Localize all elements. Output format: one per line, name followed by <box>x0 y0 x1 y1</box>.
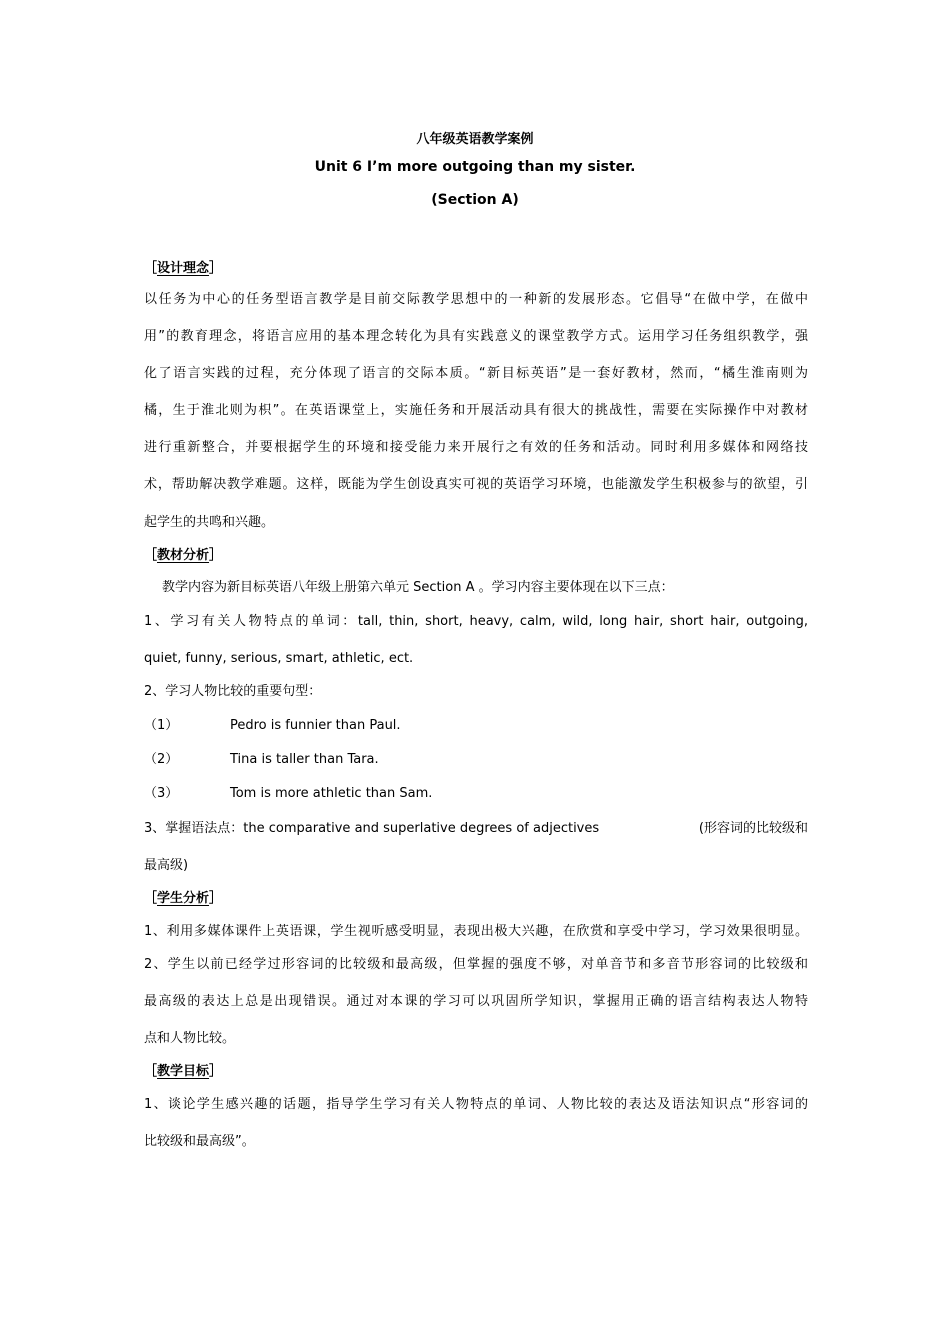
goals-line: 1、谈论学生感兴趣的话题，指导学生学习有关人物特点的单词、人物比较的表达及语法知识点“形容词的 <box>144 1097 808 1112</box>
goals-heading: ［教学目标］ <box>144 1064 223 1079</box>
sentence-text: Pedro is funnier than Paul. <box>230 718 401 733</box>
sentence-text: Tom is more athletic than Sam. <box>230 786 433 801</box>
design-line: 术，帮助解决教学难题。这样，既能为学生创设真实可视的英语学习环境，也能激发学生积极参与的欲望，引 <box>144 477 808 492</box>
students-line: 2、学生以前已经学过形容词的比较级和最高级，但掌握的强度不够，对单音节和多音节形容词的比较级和 <box>144 957 808 972</box>
materials-point-2: 2、学习人物比较的重要句型： <box>144 684 322 699</box>
sentence-text: Tina is taller than Tara. <box>230 752 379 767</box>
design-heading-text: 设计理念 <box>157 261 210 276</box>
goals-line: 比较级和最高级”。 <box>144 1134 255 1149</box>
design-line: 进行重新整合，并要根据学生的环境和接受能力来开展行之有效的任务和活动。同时利用多媒体和网络技 <box>144 440 808 455</box>
sentence-number: （3） <box>144 786 179 801</box>
students-line: 1、利用多媒体课件上英语课，学生视听感受明显，表现出极大兴趣，在欣赏和享受中学习，学习效果很明显。 <box>144 924 808 939</box>
sentence-number: （1） <box>144 718 179 733</box>
students-heading: ［学生分析］ <box>144 891 223 906</box>
students-line: 点和人物比较。 <box>144 1031 236 1046</box>
design-line: 用”的教育理念，将语言应用的基本理念转化为具有实践意义的课堂教学方式。运用学习任务组织教学，强 <box>144 329 808 344</box>
materials-heading-text: 教材分析 <box>157 548 210 563</box>
sentence-item <box>144 716 808 736</box>
unit-title: Unit 6 I’m more outgoing than my sister. <box>314 159 636 175</box>
materials-point-3 <box>144 819 808 839</box>
students-heading-text: 学生分析 <box>157 891 210 906</box>
students-line: 最高级的表达上总是出现错误。通过对本课的学习可以巩固所学知识，掌握用正确的语言结构表达人物特 <box>144 994 808 1009</box>
design-heading: ［设计理念］ <box>144 261 223 276</box>
materials-point-3-note: (形容词的比较级和 <box>698 821 808 836</box>
materials-point-1: 1、学习有关人物特点的单词：tall, thin, short, heavy, calm, wild, long hair, short hair, outgoing, <box>144 614 808 629</box>
materials-point-3-cont: 最高级) <box>144 858 189 873</box>
materials-heading: ［教材分析］ <box>144 548 223 563</box>
design-line: 以任务为中心的任务型语言教学是目前交际教学思想中的一种新的发展形态。它倡导“在做中学，在做中 <box>144 292 808 307</box>
sentence-number: （2） <box>144 752 179 767</box>
design-line: 起学生的共鸣和兴趣。 <box>144 515 275 530</box>
materials-point-1-cont: quiet, funny, serious, smart, athletic, ect. <box>144 651 414 666</box>
doc-title: 八年级英语教学案例 <box>416 132 534 147</box>
sentence-item <box>144 750 808 770</box>
sentence-item <box>144 784 808 804</box>
goals-heading-text: 教学目标 <box>157 1064 210 1079</box>
design-line: 橘，生于淮北则为枳”。在英语课堂上，实施任务和开展活动具有很大的挑战性，需要在实际操作中对教材 <box>144 403 808 418</box>
design-line: 化了语言实践的过程，充分体现了语言的交际本质。“新目标英语”是一套好教材，然而，“橘生淮南则为 <box>144 366 808 381</box>
materials-intro: 教学内容为新目标英语八年级上册第六单元 Section A 。学习内容主要体现在以下三点： <box>162 580 674 595</box>
materials-point-3-text: 3、掌握语法点：the comparative and superlative degrees of adjectives <box>144 821 600 836</box>
section-title: (Section A) <box>431 192 519 208</box>
